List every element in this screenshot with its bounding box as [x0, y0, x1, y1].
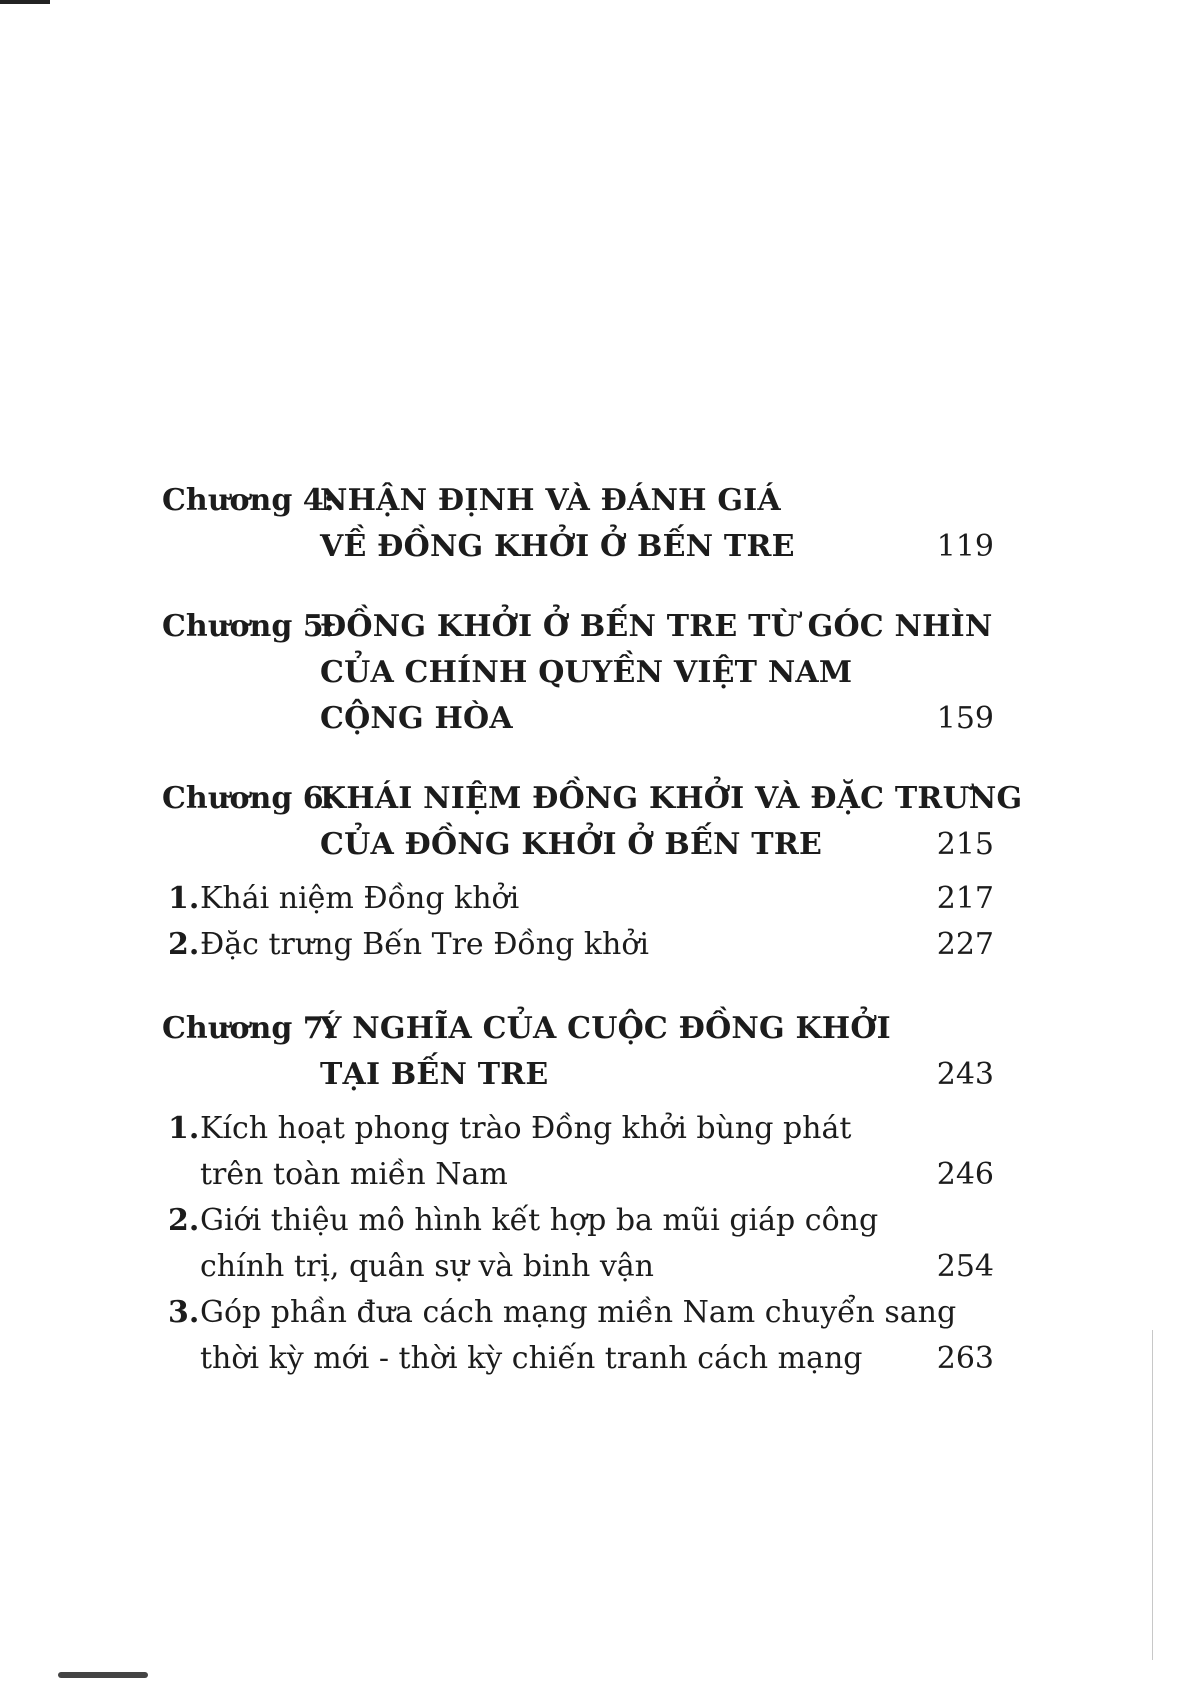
- scan-edge-mark-bottom: [58, 1672, 148, 1678]
- toc-section: [162, 1198, 994, 1290]
- toc-chapter-line: [162, 524, 994, 570]
- section-number: 3.: [168, 1295, 200, 1330]
- scan-edge-mark-top: [0, 0, 50, 4]
- table-of-contents: [162, 478, 1023, 1382]
- chapter-label: Chương 5:: [162, 609, 335, 644]
- toc-section-line: [162, 1244, 994, 1290]
- spacer: [162, 968, 994, 1006]
- chapter-title-line: VỀ ĐỒNG KHỞI Ở BẾN TRE: [320, 529, 795, 564]
- chapter-title-line: CỦA ĐỒNG KHỞI Ở BẾN TRE: [320, 827, 823, 862]
- toc-section-line: [162, 1198, 994, 1244]
- chapter-title-line: KHÁI NIỆM ĐỒNG KHỞI VÀ ĐẶC TRƯNG: [320, 781, 1023, 816]
- page-number: 159: [936, 701, 994, 736]
- page-number: 246: [936, 1157, 994, 1192]
- toc-chapter-5: [162, 604, 994, 742]
- section-title-line: Khái niệm Đồng khởi: [200, 881, 520, 916]
- toc-chapter-line: [162, 696, 994, 742]
- toc-section-line: [162, 1336, 994, 1382]
- page-number: 217: [936, 881, 994, 916]
- chapter-title-line: NHẬN ĐỊNH VÀ ĐÁNH GIÁ: [320, 483, 781, 518]
- page-number: 243: [936, 1057, 994, 1092]
- page-number: 215: [936, 827, 994, 862]
- section-number: 2.: [168, 927, 200, 962]
- section-title-line: Kích hoạt phong trào Đồng khởi bùng phát: [200, 1111, 852, 1146]
- toc-section-line: [162, 876, 994, 922]
- toc-chapter-line: [162, 1052, 994, 1098]
- section-title-line: Góp phần đưa cách mạng miền Nam chuyển sang: [200, 1295, 957, 1330]
- toc-chapter-line: [162, 1006, 994, 1052]
- chapter-title-line: TẠI BẾN TRE: [320, 1057, 549, 1092]
- page-number: 254: [936, 1249, 994, 1284]
- chapter-label: Chương 7:: [162, 1011, 335, 1046]
- toc-chapter-line: [162, 776, 1023, 822]
- section-title-line: trên toàn miền Nam: [200, 1157, 508, 1192]
- section-number: 2.: [168, 1203, 200, 1238]
- toc-section: [162, 1106, 994, 1198]
- toc-chapter-6: [162, 776, 1023, 868]
- toc-section: [162, 876, 994, 922]
- toc-section-line: [162, 1152, 994, 1198]
- page-number: 119: [936, 529, 994, 564]
- toc-chapter-7: [162, 1006, 994, 1098]
- scan-edge-line-right: [1152, 1330, 1153, 1660]
- toc-section-line: [162, 1290, 994, 1336]
- page-number: 227: [936, 927, 994, 962]
- section-title-line: chính trị, quân sự và binh vận: [200, 1249, 654, 1284]
- toc-section: [162, 1290, 994, 1382]
- chapter-label: Chương 4:: [162, 483, 335, 518]
- chapter-title-line: Ý NGHĨA CỦA CUỘC ĐỒNG KHỞI: [320, 1011, 891, 1046]
- section-title-line: thời kỳ mới - thời kỳ chiến tranh cách mạng: [200, 1341, 863, 1376]
- toc-chapter-line: [162, 478, 994, 524]
- toc-section-line: [162, 1106, 994, 1152]
- toc-section: [162, 922, 994, 968]
- toc-chapter-line: [162, 822, 994, 868]
- chapter-title-line: CỦA CHÍNH QUYỀN VIỆT NAM: [320, 655, 853, 690]
- section-number: 1.: [168, 881, 200, 916]
- section-title-line: Giới thiệu mô hình kết hợp ba mũi giáp công: [200, 1203, 879, 1238]
- chapter-title-line: ĐỒNG KHỞI Ở BẾN TRE TỪ GÓC NHÌN: [320, 609, 993, 644]
- chapter-label: Chương 6:: [162, 781, 335, 816]
- chapter-title-line: CỘNG HÒA: [320, 701, 513, 736]
- toc-chapter-4: [162, 478, 994, 570]
- toc-chapter-line: [162, 650, 994, 696]
- toc-chapter-line: [162, 604, 994, 650]
- section-number: 1.: [168, 1111, 200, 1146]
- section-title-line: Đặc trưng Bến Tre Đồng khởi: [200, 927, 650, 962]
- page-number: 263: [936, 1341, 994, 1376]
- toc-section-line: [162, 922, 994, 968]
